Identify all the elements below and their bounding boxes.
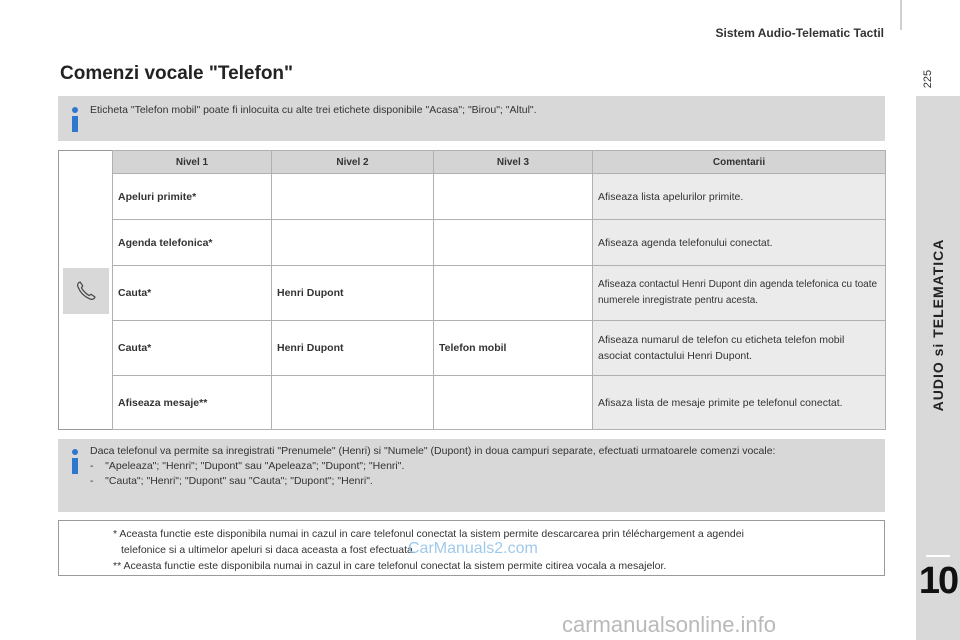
info-bullet: - "Cauta"; "Henri"; "Dupont" sau "Cauta"; "Dupont"; "Henri". bbox=[90, 475, 373, 487]
chapter-number: 10 bbox=[918, 560, 958, 602]
table-row bbox=[113, 220, 886, 266]
info-box-bottom bbox=[58, 439, 885, 512]
running-header: Sistem Audio-Telematic Tactil bbox=[715, 26, 884, 40]
table-row bbox=[113, 321, 886, 376]
column-header-level-2: Nivel 2 bbox=[272, 151, 434, 174]
footnote-1: * Aceasta functie este disponibila numai in cazul in care telefonul conectat la sistem permite descarcarea prin téléchargement a agendei bbox=[113, 528, 744, 540]
table-row bbox=[113, 376, 886, 430]
level-2-cell: Henri Dupont bbox=[272, 266, 434, 321]
info-bullet: - "Apeleaza"; "Henri"; "Dupont" sau "Apeleaza"; "Dupont"; "Henri". bbox=[90, 460, 405, 472]
info-icon bbox=[68, 107, 82, 133]
chapter-label-text: AUDIO si TELEMATICA bbox=[930, 238, 946, 412]
level-1-cell: Cauta* bbox=[113, 266, 272, 321]
level-3-cell bbox=[434, 220, 593, 266]
info-text-top: Eticheta "Telefon mobil" poate fi inlocuita cu alte trei etichete disponibile "Acasa"; "Birou"; "Altul". bbox=[90, 104, 537, 116]
page-title: Comenzi vocale "Telefon" bbox=[60, 63, 294, 84]
level-2-cell bbox=[272, 376, 434, 430]
level-1-cell: Afiseaza mesaje** bbox=[113, 376, 272, 430]
level-1-cell: Apeluri primite* bbox=[113, 174, 272, 220]
info-paragraph: Daca telefonul va permite sa inregistrati "Prenumele" (Henri) si "Numele" (Dupont) in doua campuri separate, efectuati urmatoarele comenzi vocale: bbox=[90, 445, 776, 457]
info-icon bbox=[68, 449, 82, 475]
comment-cell: Afiseaza numarul de telefon cu eticheta telefon mobil asociat contactului Henri Dupont. bbox=[593, 321, 886, 376]
phone-icon-box bbox=[63, 268, 109, 314]
watermark-carmanuals2: CarManuals2.com bbox=[408, 540, 538, 557]
column-header-comments: Comentarii bbox=[593, 151, 886, 174]
phone-icon bbox=[75, 280, 97, 302]
level-3-cell bbox=[434, 174, 593, 220]
info-box-top bbox=[58, 96, 885, 141]
header-rule bbox=[900, 0, 902, 30]
comment-cell: Afiseaza agenda telefonului conectat. bbox=[593, 220, 886, 266]
info-text-bottom bbox=[90, 444, 871, 489]
comment-cell: Afiseaza contactul Henri Dupont din agenda telefonica cu toate numerele inregistrate pentru acesta. bbox=[593, 266, 886, 321]
level-2-cell bbox=[272, 220, 434, 266]
level-1-cell: Cauta* bbox=[113, 321, 272, 376]
level-3-cell: Telefon mobil bbox=[434, 321, 593, 376]
table-row bbox=[113, 266, 886, 321]
voice-commands-table bbox=[112, 150, 886, 430]
footnote-1-continued: telefonice si a ultimelor apeluri si daca aceasta a fost efectuata. bbox=[121, 544, 416, 556]
chapter-separator bbox=[926, 555, 950, 557]
level-3-cell bbox=[434, 266, 593, 321]
footnote-2: ** Aceasta functie este disponibila numai in cazul in care telefonul conectat la sistem permite citirea vocala a mesajelor. bbox=[113, 560, 667, 572]
table-row bbox=[113, 174, 886, 220]
page-number: 225 bbox=[922, 69, 934, 89]
comment-cell: Afiseaza lista apelurilor primite. bbox=[593, 174, 886, 220]
watermark-carmanualsonline: carmanualsonline.info bbox=[562, 612, 777, 637]
chapter-label bbox=[916, 100, 960, 550]
level-1-cell: Agenda telefonica* bbox=[113, 220, 272, 266]
column-header-level-3: Nivel 3 bbox=[434, 151, 593, 174]
table-header-row bbox=[113, 151, 886, 174]
column-header-level-1: Nivel 1 bbox=[113, 151, 272, 174]
level-2-cell bbox=[272, 174, 434, 220]
level-2-cell: Henri Dupont bbox=[272, 321, 434, 376]
comment-cell: Afisaza lista de mesaje primite pe telefonul conectat. bbox=[593, 376, 886, 430]
level-3-cell bbox=[434, 376, 593, 430]
